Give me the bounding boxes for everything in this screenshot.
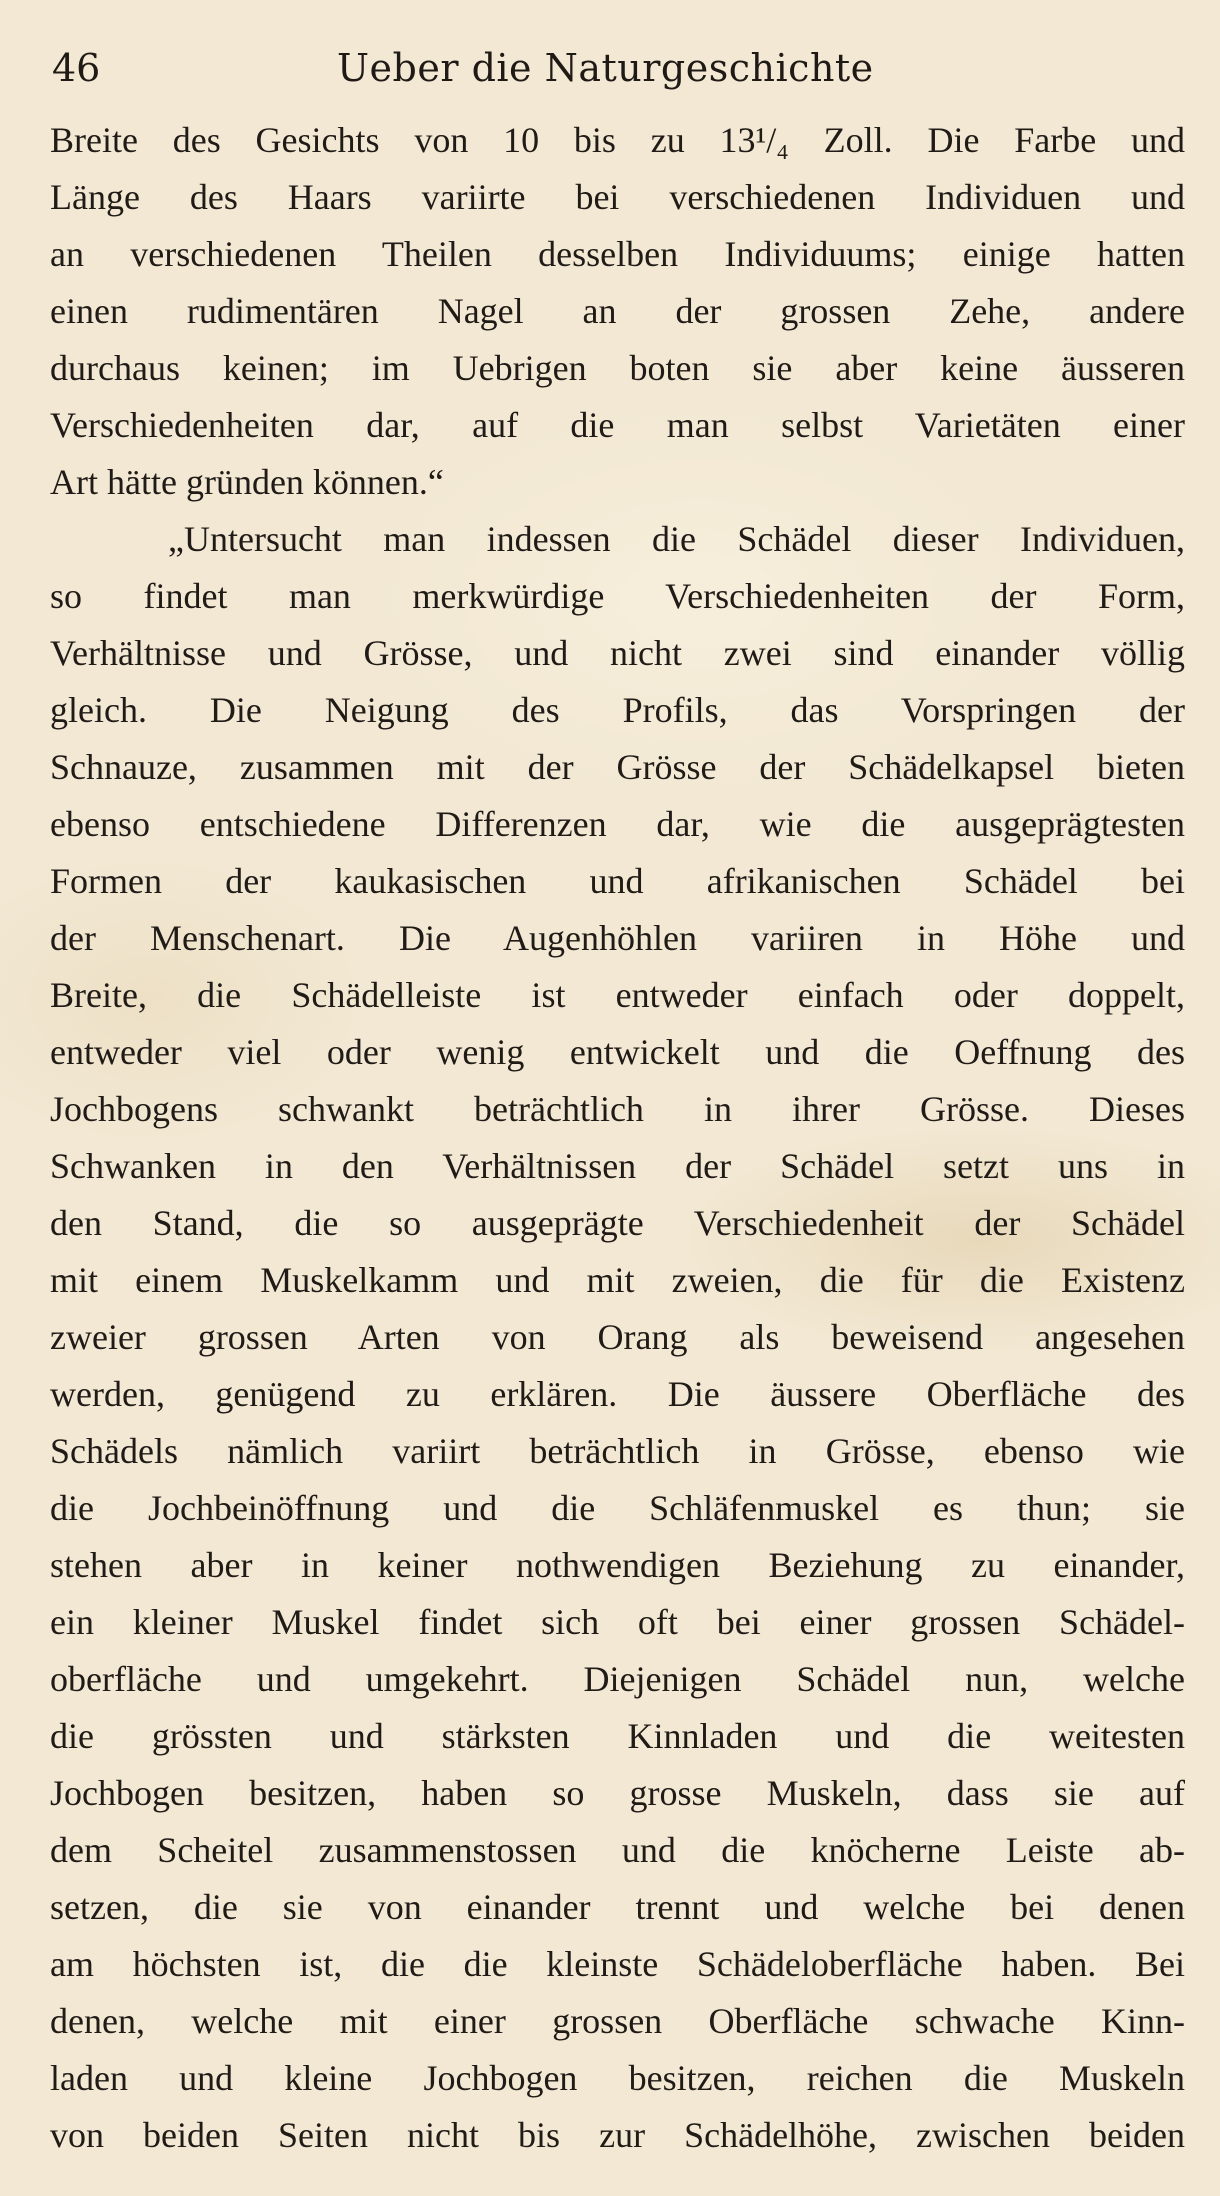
text-line: die grössten und stärksten Kinnladen und die weitesten	[50, 1716, 1185, 1756]
text-line: Formen der kaukasischen und afrikanischen Schädel bei	[50, 861, 1185, 901]
body-text	[50, 112, 1185, 2164]
text-line: werden, genügend zu erklären. Die äussere Oberfläche des	[50, 1374, 1185, 1414]
text-line: so findet man merkwürdige Verschiedenheiten der Form,	[50, 576, 1185, 616]
text-line: Schädels nämlich variirt beträchtlich in Grösse, ebenso wie	[50, 1431, 1185, 1471]
text-line: Schnauze, zusammen mit der Grösse der Schädelkapsel bieten	[50, 747, 1185, 787]
text-line: gleich. Die Neigung des Profils, das Vorspringen der	[50, 690, 1185, 730]
text-line: von beiden Seiten nicht bis zur Schädelhöhe, zwischen beiden	[50, 2115, 1185, 2155]
page-header	[52, 38, 1172, 118]
text-line: an verschiedenen Theilen desselben Individuums; einige hatten	[50, 234, 1185, 274]
text-line: einen rudimentären Nagel an der grossen Zehe, andere	[50, 291, 1185, 331]
text-line: Jochbogen besitzen, haben so grosse Muskeln, dass sie auf	[50, 1773, 1185, 1813]
running-title: Ueber die Naturgeschichte	[337, 46, 874, 90]
text-line: denen, welche mit einer grossen Oberfläche schwache Kinn-	[50, 2001, 1185, 2041]
text-line: zweier grossen Arten von Orang als beweisend angesehen	[50, 1317, 1185, 1357]
text-line: die Jochbeinöffnung und die Schläfenmuskel es thun; sie	[50, 1488, 1185, 1528]
text-line: den Stand, die so ausgeprägte Verschiedenheit der Schädel	[50, 1203, 1185, 1243]
paragraph-1	[50, 112, 1185, 511]
text-line: ein kleiner Muskel findet sich oft bei einer grossen Schädel-	[50, 1602, 1185, 1642]
text-line: Länge des Haars variirte bei verschiedenen Individuen und	[50, 177, 1185, 217]
text-line: durchaus keinen; im Uebrigen boten sie aber keine äusseren	[50, 348, 1185, 388]
text-line: Verhältnisse und Grösse, und nicht zwei sind einander völlig	[50, 633, 1185, 673]
text-line: dem Scheitel zusammenstossen und die knöcherne Leiste ab-	[50, 1830, 1185, 1870]
text-line: oberfläche und umgekehrt. Diejenigen Schädel nun, welche	[50, 1659, 1185, 1699]
text-line: ebenso entschiedene Differenzen dar, wie die ausgeprägtesten	[50, 804, 1185, 844]
text-line: Jochbogens schwankt beträchtlich in ihrer Grösse. Dieses	[50, 1089, 1185, 1129]
paragraph-2	[50, 511, 1185, 2164]
text-line: Breite des Gesichts von 10 bis zu 13¹/₄ Zoll. Die Farbe und	[50, 120, 1185, 160]
text-line: stehen aber in keiner nothwendigen Beziehung zu einander,	[50, 1545, 1185, 1585]
text-line: „Untersucht man indessen die Schädel dieser Individuen,	[168, 519, 1185, 559]
text-line: mit einem Muskelkamm und mit zweien, die für die Existenz	[50, 1260, 1185, 1300]
text-line: entweder viel oder wenig entwickelt und die Oeffnung des	[50, 1032, 1185, 1072]
text-line: Breite, die Schädelleiste ist entweder einfach oder doppelt,	[50, 975, 1185, 1015]
text-line: Art hätte gründen können.“	[50, 462, 444, 502]
text-line: Schwanken in den Verhältnissen der Schädel setzt uns in	[50, 1146, 1185, 1186]
text-line: setzen, die sie von einander trennt und welche bei denen	[50, 1887, 1185, 1927]
page-number: 46	[52, 46, 101, 90]
text-line: der Menschenart. Die Augenhöhlen variiren in Höhe und	[50, 918, 1185, 958]
text-line: laden und kleine Jochbogen besitzen, reichen die Muskeln	[50, 2058, 1185, 2098]
text-line: am höchsten ist, die die kleinste Schädeloberfläche haben. Bei	[50, 1944, 1185, 1984]
text-line: Verschiedenheiten dar, auf die man selbst Varietäten einer	[50, 405, 1185, 445]
